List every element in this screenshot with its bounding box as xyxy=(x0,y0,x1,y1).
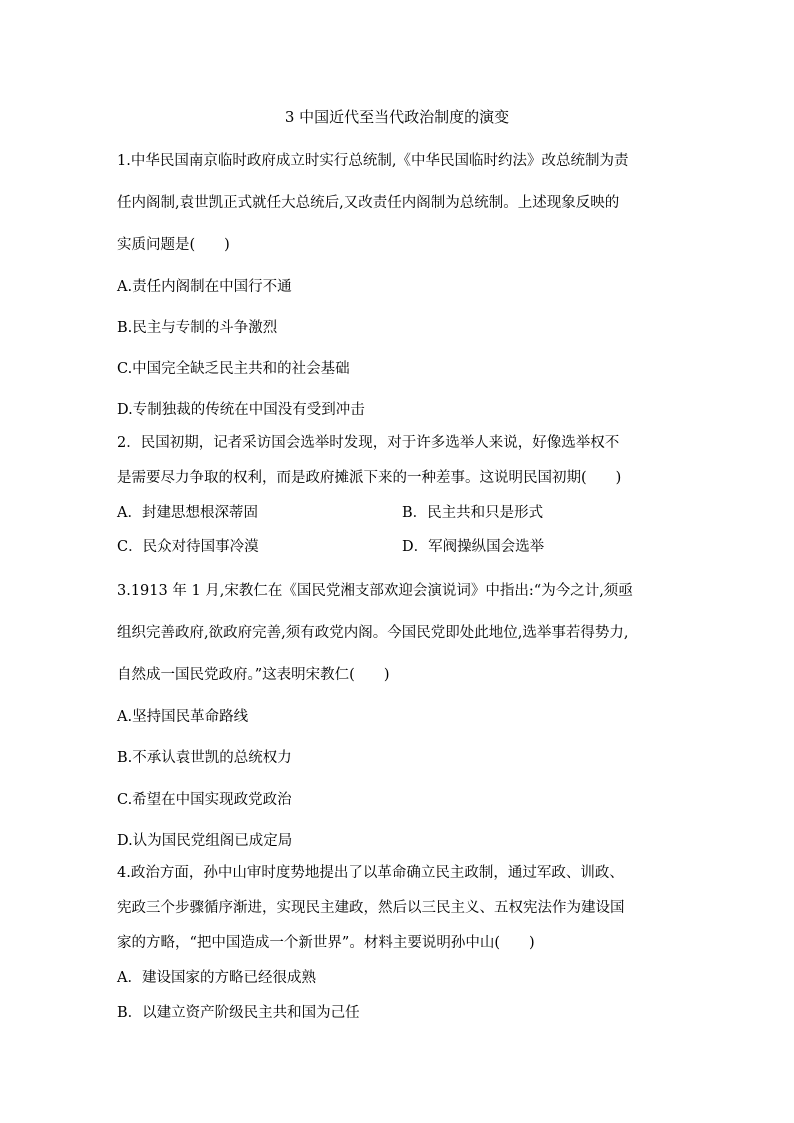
q1-stem-line-3: 实质问题是( ) xyxy=(117,237,230,253)
q4-option-b: B．以建立资产阶级民主共和国为己任 xyxy=(117,1005,360,1021)
q4-stem-line-1: 4.政治方面，孙中山审时度势地提出了以革命确立民主政制，通过军政、训政、 xyxy=(117,865,624,881)
q4-stem-line-3: 家的方略，“把中国造成一个新世界”。材料主要说明孙中山( ) xyxy=(117,935,535,951)
q2-option-b: B．民主共和只是形式 xyxy=(402,505,544,521)
q3-option-a: A.坚持国民革命路线 xyxy=(117,709,249,725)
q4-option-a: A．建设国家的方略已经很成熟 xyxy=(117,970,316,986)
q2-option-a: A．封建思想根深蒂固 xyxy=(117,505,258,521)
q3-option-b: B.不承认袁世凯的总统权力 xyxy=(117,750,292,766)
q3-stem-line-2: 组织完善政府,欲政府完善,须有政党内阁。今国民党即处此地位,选举事若得势力, xyxy=(117,625,629,641)
q3-stem-line-1: 3.1913 年 1 月,宋教仁在《国民党湘支部欢迎会演说词》中指出:“为今之计,须亟 xyxy=(117,583,633,599)
q3-stem-line-3: 自然成一国民党政府。”这表明宋教仁( ) xyxy=(117,667,390,683)
q1-option-b: B.民主与专制的斗争激烈 xyxy=(117,320,278,336)
q2-option-c: C．民众对待国事冷漠 xyxy=(117,539,259,555)
q2-option-d: D．军阀操纵国会选举 xyxy=(402,539,545,555)
q1-option-d: D.专制独裁的传统在中国没有受到冲击 xyxy=(117,402,365,418)
q3-option-d: D.认为国民党组阁已成定局 xyxy=(117,833,293,849)
q4-stem-line-2: 宪政三个步骤循序渐进，实现民主建政，然后以三民主义、五权宪法作为建设国 xyxy=(117,900,625,916)
q1-stem-line-1: 1.中华民国南京临时政府成立时实行总统制,《中华民国临时约法》改总统制为责 xyxy=(117,153,629,169)
q3-option-c: C.希望在中国实现政党政治 xyxy=(117,792,292,808)
page-title: 3 中国近代至当代政治制度的演变 xyxy=(284,108,510,126)
q1-option-c: C.中国完全缺乏民主共和的社会基础 xyxy=(117,361,350,377)
q1-stem-line-2: 任内阁制,袁世凯正式就任大总统后,又改责任内阁制为总统制。上述现象反映的 xyxy=(117,195,620,211)
q2-stem-line-2: 是需要尽力争取的权利，而是政府摊派下来的一种差事。这说明民国初期( ) xyxy=(117,470,622,486)
q1-option-a: A.责任内阁制在中国行不通 xyxy=(117,279,292,295)
q2-stem-line-1: 2．民国初期，记者采访国会选举时发现，对于许多选举人来说，好像选举权不 xyxy=(117,435,620,451)
